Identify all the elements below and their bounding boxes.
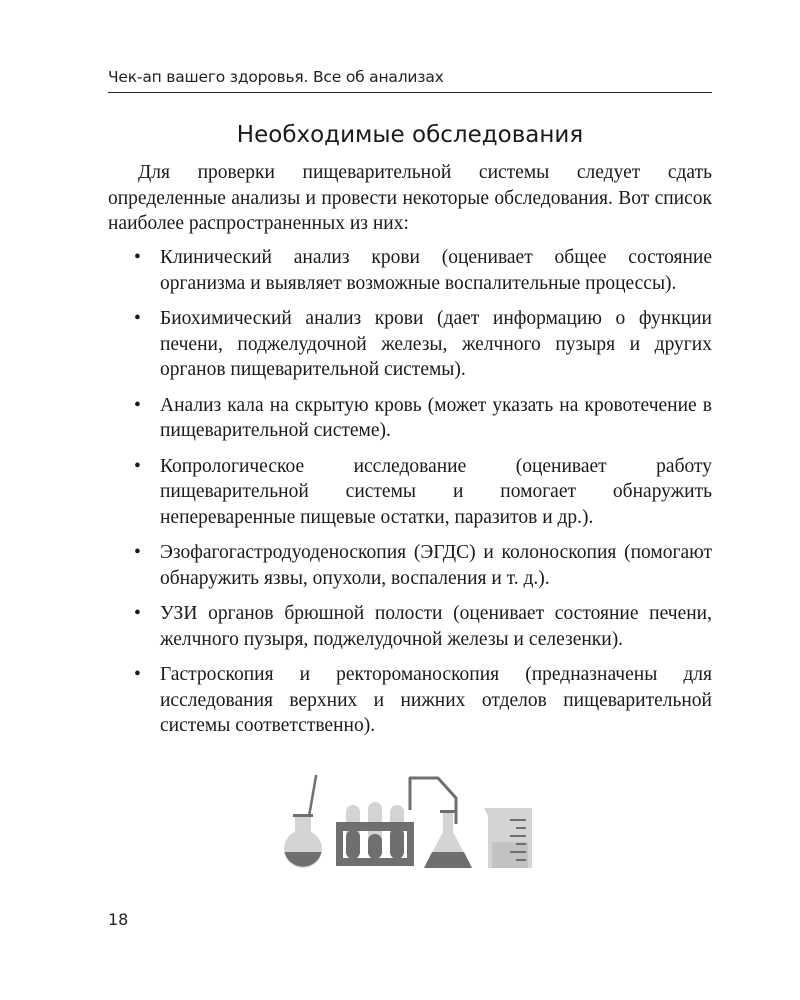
- list-item-text: Эзофагогастродуоденоскопия (ЭГДС) и колоноскопия (помогают обнаружить язвы, опухоли, воспаления и т. д.).: [160, 542, 712, 589]
- list-item-text: Гастроскопия и ректороманоскопия (предназначены для исследования верхних и нижних отделов пищеварительной системы соответственно).: [160, 664, 712, 736]
- list-item: [108, 393, 712, 444]
- header-rule: [108, 92, 712, 93]
- test-tube-rack-icon: [336, 802, 414, 866]
- round-flask-icon: [284, 776, 322, 868]
- list-item-text: Биохимический анализ крови (дает информацию о функции печени, поджелудочной железы, желчного пузыря и других органов пищеварительной системы).: [160, 308, 712, 380]
- bullet: •: [134, 247, 141, 268]
- list-item: [108, 454, 712, 531]
- list-item-text: Клинический анализ крови (оценивает общее состояние организма и выявляет возможные воспалительные процессы).: [160, 247, 712, 294]
- list-item: [108, 306, 712, 383]
- list-item: [108, 245, 712, 296]
- distillation-flask-icon: [410, 778, 472, 868]
- section-title: Необходимые обследования: [236, 122, 584, 148]
- page-number: 18: [108, 910, 129, 929]
- list-item-text: Анализ кала на скрытую кровь (может указать на кровотечение в пищеварительной системе).: [160, 394, 712, 441]
- measuring-beaker-icon: [484, 808, 532, 868]
- running-header: Чек-ап вашего здоровья. Все об анализах: [108, 68, 444, 86]
- bullet: •: [134, 455, 141, 477]
- bullet: •: [134, 603, 141, 624]
- lab-illustration: [280, 772, 540, 872]
- bullet: •: [134, 542, 141, 563]
- bullet: •: [134, 394, 141, 416]
- list-item-text: Копрологическое исследование (оценивает работу пищеварительной системы и помогает обнаружить непереваренные пищевые остатки, паразитов и др.).: [160, 455, 712, 528]
- list-item: [108, 601, 712, 652]
- list-item: [108, 540, 712, 591]
- list-item: [108, 662, 712, 739]
- exam-list: [108, 245, 712, 749]
- bullet: •: [134, 664, 141, 685]
- list-item-text: УЗИ органов брюшной полости (оценивает состояние печени, желчного пузыря, поджелудочной железы и селезенки).: [160, 603, 712, 650]
- intro-paragraph: Для проверки пищеварительной системы следует сдать определенные анализы и провести некоторые обследования. Вот список наиболее распространенных из них:: [108, 162, 712, 234]
- bullet: •: [134, 308, 141, 329]
